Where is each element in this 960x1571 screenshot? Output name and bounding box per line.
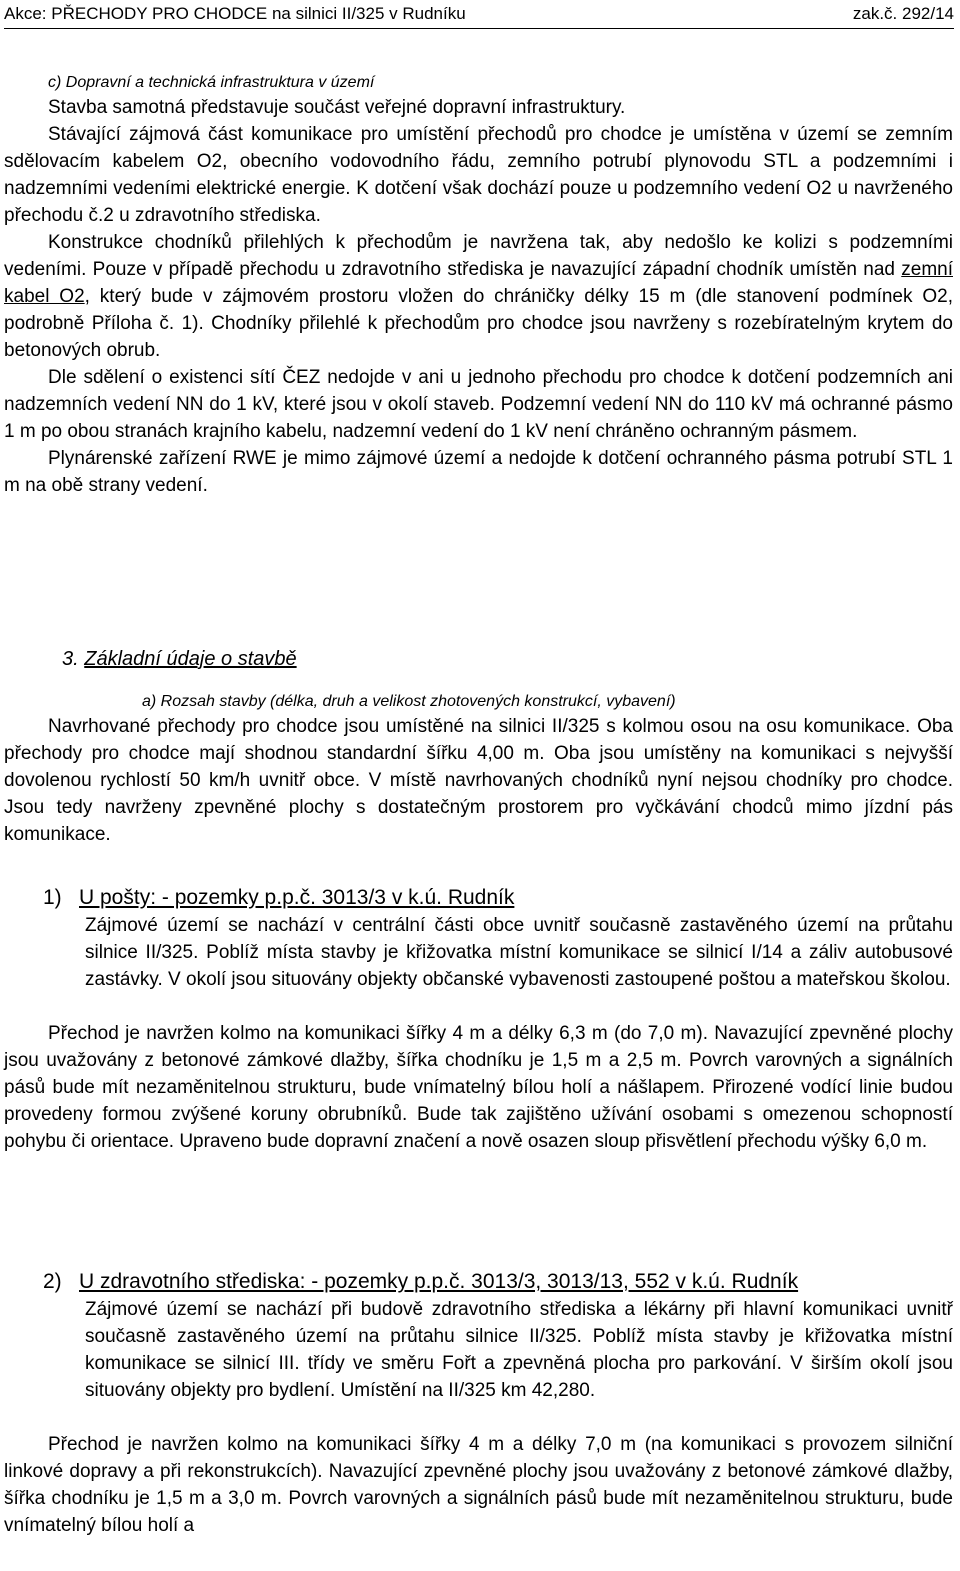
section-c-paragraph-3-part-a: Konstrukce chodníků přilehlých k přechodům je navržena tak, aby nedošlo ke kolizi s podzemními vedeními. Pouze v případě přechodu u zdravotního střediska je navazující západní chodník umístěn nad — [4, 232, 953, 280]
section-3-number: 3. — [62, 648, 79, 670]
list-item-2-heading — [43, 1268, 953, 1296]
list-item-1-number: 1) — [43, 886, 62, 909]
section-c — [4, 72, 953, 499]
list-item-1-paragraph: Přechod je navržen kolmo na komunikaci šířky 4 m a délky 6,3 m (do 7,0 m). Navazující zpevněné plochy jsou uvažovány z betonové zámkové dlažby, šířka chodníku je 1,5 m a 2,5 m. Povrch varovných a signálních pásů bude mít nezaměnitelnou strukturu, bude vnímatelný bílou holí a nášlapem. Přirozené vodící linie budou provedeny formou zvýšené koruny obrubníků. Bude tak zajištěno užívání osobami s omezenou schopností pohybu či orientace. Upraveno bude dopravní značení a nově osazen sloup přisvětlení přechodu výšky 6,0 m. — [4, 1023, 953, 1152]
list-item-2-number: 2) — [43, 1270, 62, 1293]
section-c-paragraph-2: Stávající zájmová část komunikace pro umístění přechodů pro chodce je umístěna v území se zemním sdělovacím kabelem O2, obecního vodovodního řádu, zemního potrubí plynovodu STL a podzemními i nadzemními vedeními elektrické energie. K dotčení však dochází pouze u podzemního vedení O2 u navrženého přechodu č.2 u zdravotního střediska. — [4, 124, 953, 226]
section-c-paragraph-3-part-b: , který bude v zájmovém prostoru vložen do chráničky délky 15 m (dle stanovení podmínek O2, podrobně Příloha č. 1). Chodníky přilehlé k přechodům pro chodce jsou navrženy s rozebíratelným krytem do betonových obrub. — [4, 286, 953, 361]
list-item-2-description: Zájmové území se nachází při budově zdravotního střediska a lékárny při hlavní komunikaci uvnitř současně zastavěného území na průtahu silnice II/325. Poblíž místa stavby je křižovatka místní komunikace se silnicí III. třídy ve směru Fořt a zpevněná plocha pro parkování. V širším okolí jsou situovány objekty pro bydlení. Umístění na II/325 km 42,280. — [85, 1299, 953, 1401]
header-project-title: Akce: PŘECHODY PRO CHODCE na silnici II/325 v Rudníku — [4, 4, 466, 23]
list-item-2 — [4, 1268, 953, 1539]
list-item-1-description: Zájmové území se nachází v centrální části obce uvnitř současně zastavěného území na průtahu silnice II/325. Poblíž místa stavby je křižovatka místní komunikace se silnicí I/14 a záliv autobusové zastávky. V okolí jsou situovány objekty občanské vybavenosti zastoupené poštou a mateřskou školou. — [85, 915, 953, 990]
section-3-title: Základní údaje o stavbě — [84, 648, 297, 670]
section-3-paragraph-1: Navrhované přechody pro chodce jsou umístěné na silnici II/325 s kolmou osou na osu komunikace. Oba přechody pro chodce mají shodnou standardní šířku 4,00 m. Oba jsou umístěny na komunikaci s nejvyšší dovolenou rychlostí 50 km/h uvnitř obce. V místě navrhovaných chodníků nyní nejsou chodníky pro chodce. Jsou tedy navrženy zpevněné plochy s dostatečným prostorem pro vyčkávání chodců mimo jízdní pás komunikace. — [4, 716, 953, 845]
underlined-cable-reference: zemní kabel O2 — [4, 259, 953, 307]
list-item-1-title: U pošty: - pozemky p.p.č. 3013/3 v k.ú. Rudník — [79, 886, 515, 909]
page-header — [4, 2, 954, 29]
section-3-heading — [62, 645, 953, 673]
list-item-2-title: U zdravotního střediska: - pozemky p.p.č. 3013/3, 3013/13, 552 v k.ú. Rudník — [79, 1270, 799, 1293]
section-c-paragraph-5: Plynárenské zařízení RWE je mimo zájmové území a nedojde k dotčení ochranného pásma potrubí STL 1 m na obě strany vedení. — [4, 448, 953, 496]
section-3-subtitle-a: a) Rozsah stavby (délka, druh a velikost zhotovených konstrukcí, vybavení) — [142, 693, 676, 710]
section-c-paragraph-3 — [4, 229, 953, 364]
list-item-1 — [4, 884, 953, 1155]
section-c-paragraph-4: Dle sdělení o existenci sítí ČEZ nedojde v ani u jednoho přechodu pro chodce k dotčení podzemních ani nadzemních vedení NN do 1 kV, které jsou v okolí staveb. Podzemní vedení NN do 110 kV má ochranné pásmo 1 m po obou stranách krajního kabelu, nadzemní vedení do 1 kV není chráněno ochranným pásmem. — [4, 367, 953, 442]
section-3 — [4, 645, 953, 848]
section-c-paragraph-1: Stavba samotná představuje součást veřejné dopravní infrastruktury. — [48, 97, 626, 118]
list-item-2-paragraph: Přechod je navržen kolmo na komunikaci šířky 4 m a délky 7,0 m (na komunikaci s provozem silniční linkové dopravy a při rekonstrukcích). Navazující zpevněné plochy jsou uvažovány z betonové zámkové dlažby, šířka chodníku je 1,5 m a 3,0 m. Povrch varovných a signálních pásů bude mít nezaměnitelnou strukturu, bude vnímatelný bílou holí a — [4, 1434, 953, 1536]
header-contract-number: zak.č. 292/14 — [852, 4, 954, 23]
section-c-title: c) Dopravní a technická infrastruktura v území — [48, 74, 375, 91]
list-item-1-heading — [43, 884, 953, 912]
